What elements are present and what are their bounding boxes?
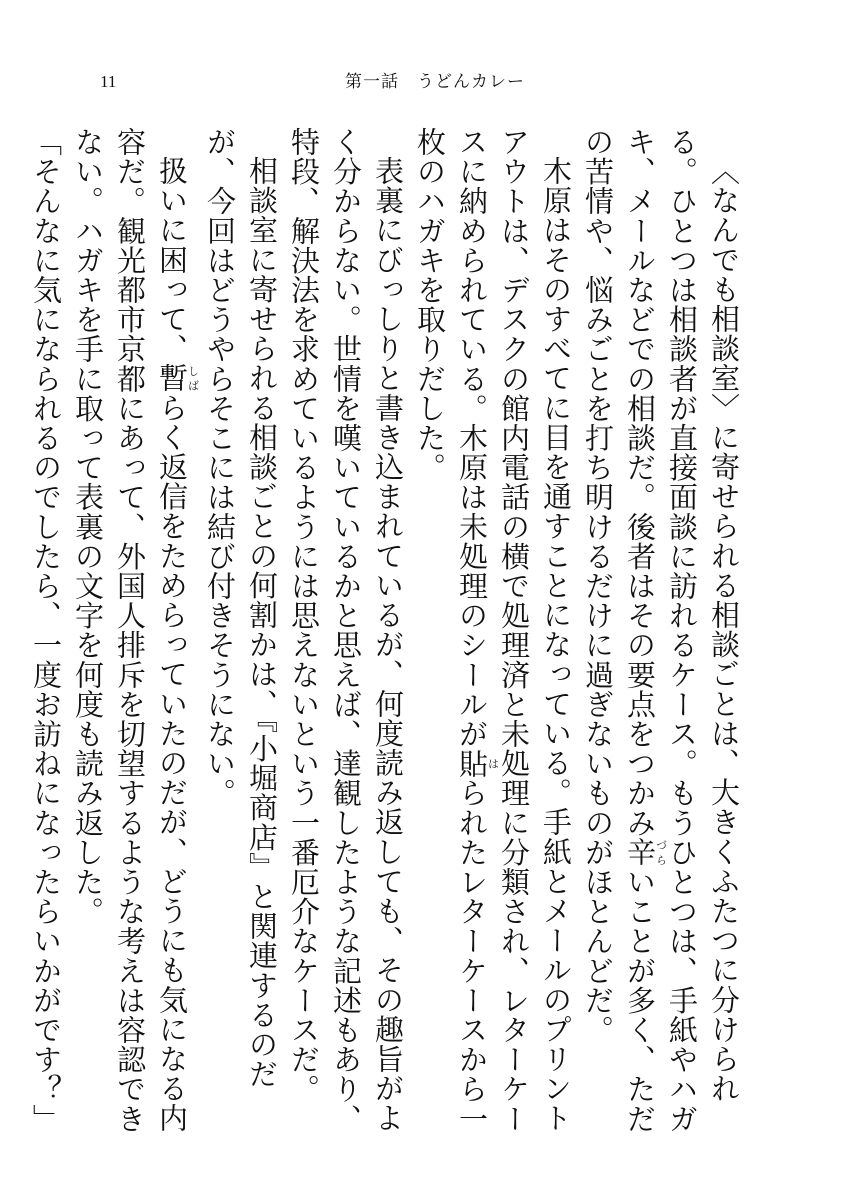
text-run: られたレターケースから一枚のハガキを取りだした。 [413, 127, 489, 1134]
furigana: づら [654, 837, 668, 867]
dialogue-paragraph [25, 127, 67, 1137]
paragraph [409, 127, 577, 1137]
text-run: 表裏にびっしりと書き込まれているが、何度読み返しても、その趣旨がよく分からない。世情を嘆いているかと思えば、達観したような記述もあり、特段、解決法を求めているようには思えないという一番厄介なケースだ。 [287, 127, 405, 1134]
running-header: 第一話 うどんカレー [345, 72, 525, 92]
text-run: 扱いに困って、 [155, 156, 189, 364]
ruby-annotation [623, 837, 668, 868]
text-run: 〈なんでも相談室〉に寄せられる相談ごとは、大きくふたつに分けられる。ひとつは相談者が直接面談に訪れるケース。もうひとつは、手紙やハガキ、メールなどでの相談だ。後者はその要点をつかみ [623, 127, 741, 1134]
ruby-base: 貼 [455, 748, 489, 779]
paragraph [577, 127, 745, 1137]
page-number: 11 [100, 72, 117, 91]
text-run: いことが多く、ただの苦情や、悩みごとを打ち明けるだけに過ぎないものがほとんどだ。 [581, 127, 657, 1134]
text-run: 木原はそのすべてに目を通すことになっている。手紙とメールのプリントアウトは、デスクの館内電話の横で処理済と未処理に分類され、レターケースに納められている。木原は未処理のシールが [455, 127, 573, 1134]
text-run: 相談室に寄せられる相談ごとの何割かは、『小堀商店』と関連するのだが、今回はどうやらそこには結び付きそうにない。 [203, 127, 279, 1089]
ruby-base: 暫 [155, 363, 189, 393]
ruby-annotation [155, 363, 200, 393]
paragraph [283, 127, 409, 1137]
furigana: は [486, 748, 500, 779]
text-run: らく返信をためらっていたのだが、どうにも気になる内容だ。観光都市京都にあって、外国人排斥を切望するような考えは容認できない。ハガキを手に取って表裏の文字を何度も読み返した。 [71, 127, 189, 1134]
text-run: 「そんなに気になられるのでしたら、一度お訪ねになったらいかがです？」 [29, 127, 63, 1134]
ruby-annotation [455, 748, 500, 779]
vertical-body-text [29, 127, 745, 1137]
paragraph [199, 127, 283, 1137]
furigana: しば [186, 363, 200, 393]
ruby-base: 辛 [623, 837, 657, 868]
paragraph [67, 127, 199, 1137]
